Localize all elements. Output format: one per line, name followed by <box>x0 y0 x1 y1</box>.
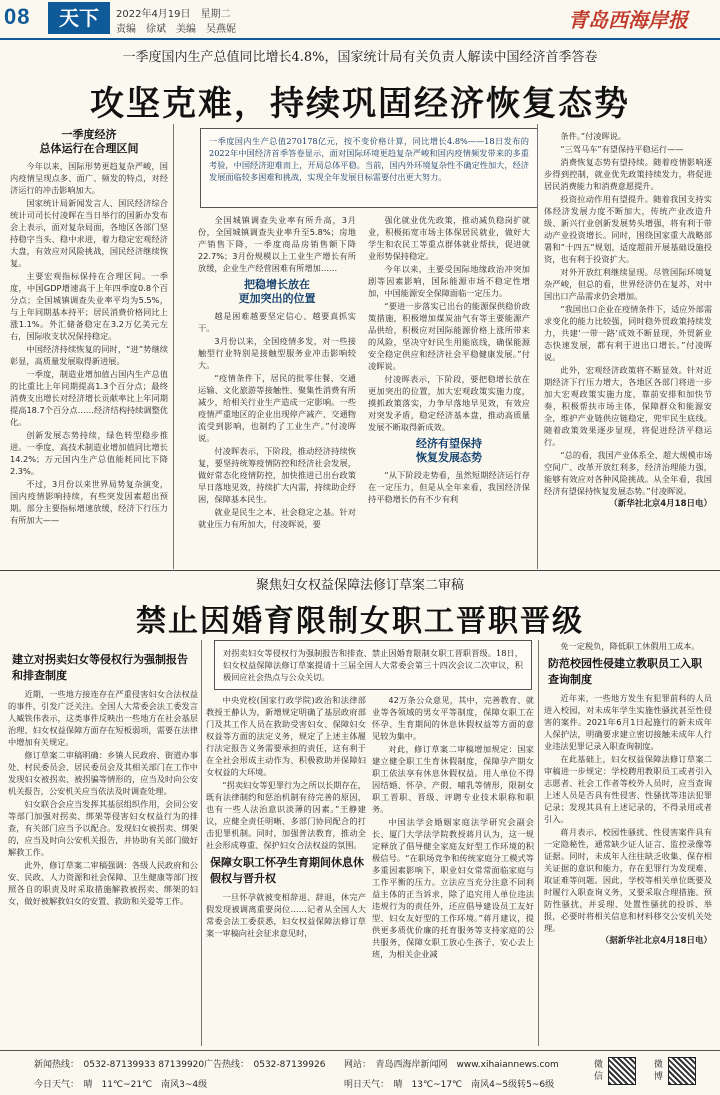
article2-column-4 <box>544 640 712 1046</box>
paragraph: 近年来，一些地方发生有犯罪前科的人员进入校园，对未成年学生实施性骚扰甚至性侵害的案件。2021年6月1日起施行的新未成年人保护法，明确要求建立密切接触未成年人行业违法犯罪记录入职查询制度。 <box>544 693 712 751</box>
paragraph: “总的看，我国产业体系全、超大规模市场空间广、改革开放红利多，经济治理能力强，能够有效应对各种风险挑战。从全年看，我国经济有望保持恢复发展态势。”付凌晖说。 <box>544 450 712 496</box>
paragraph: 全国城镇调查失业率有所升高，3月份，全国城镇调查失业率升至5.8%；房地产销售下降，一季度商品房销售额下降22.7%；3月份规模以上工业生产增长有所放缓，企业生产经营困难有所增加…… <box>198 215 356 273</box>
paragraph: “三驾马车”有望保持平稳运行—— <box>560 144 684 154</box>
paragraph: 今年以来，主要受国际地缘政治冲突加剧等因素影响，国际能源市场不稳定性增加，中国能源安全保障面临一定压力。 <box>368 264 530 298</box>
article1-summary-box <box>200 128 538 208</box>
paragraph: 此外，修订草案二审稿强调：各级人民政府和公安、民政、人力资源和社会保障、卫生健康等部门按照各自的职责及时采取措施解救被拐卖、绑架的妇女，做好被解救妇女的安置、救助和关爱等工作。 <box>8 860 198 906</box>
article2-col4-body <box>544 640 712 652</box>
article-divider <box>0 570 720 571</box>
column-divider <box>201 640 202 1046</box>
article1-summary: 一季度国内生产总值270178亿元，按不变价格计算，同比增长4.8%——18日发布的2022年中国经济首季答卷显示，面对国际环境更趋复杂严峻和国内疫情频发带来的多重考验，中国经济迎难而上，开局总体平稳。当前，国内外环境复杂性不确定性加大，经济发展面临较多困难和挑战，实现全年发展目标需要付出更大努力。 <box>209 136 529 182</box>
article2-column-1 <box>8 648 198 1046</box>
wechat-label: 微信 <box>594 1060 604 1082</box>
article1-col3b-body <box>368 469 530 505</box>
paragraph: “从下阶段走势看，虽然短期经济运行存在一定压力，但是从全年来看，我国经济保持平稳增长仍有不少有利 <box>368 470 530 504</box>
article1-col2-body <box>198 214 356 274</box>
article1-source: （新华社北京4月18日电） <box>609 499 712 509</box>
article2-col3-body <box>372 694 534 960</box>
article1-col4-body <box>544 130 712 497</box>
tomorrow-weather: 明日天气： 晴 13℃~17℃ 南风4~5级转5~6级 <box>344 1080 555 1090</box>
paragraph: 3月份以来，全国疫情多发，对一些接触型行业特别是接触型服务业冲击影响较大。 <box>198 336 356 370</box>
website: 网站： 青岛西海岸新闻网 www.xihaiannews.com <box>344 1060 559 1070</box>
article2-col2-body <box>206 694 366 851</box>
article2-subhead-2: 保障女职工怀孕生育期间休息休假权与晋升权 <box>210 856 364 885</box>
article1-column-4 <box>544 130 712 562</box>
paragraph: 免一定税负，降低职工休假用工成本。 <box>560 641 700 651</box>
paragraph: 一旦怀孕就被变相辞退、辞退，休完产假发现被调离重要岗位……记者从全国人大常委会法工委获悉，妇女权益保障法修订草案一审稿向社会征求意见时， <box>206 892 366 938</box>
newspaper-logo: 青岛西海岸报 <box>568 8 688 32</box>
paragraph: 不过，3月份以来世界局势复杂演变，国内疫情影响持续，有些突发因素超出预期。部分主要指标增速放缓，经济下行压力有所加大—— <box>10 479 168 525</box>
article1-kicker: 一季度国内生产总值同比增长4.8%，国家统计局有关负责人解读中国经济首季答卷 <box>122 50 598 65</box>
paragraph: 在此基础上，妇女权益保障法修订草案二审稿进一步规定：学校聘用教职员工或者引入志愿者、社会工作者等校外人员时，应当查询上述人员是否具有性侵害、性骚扰等违法犯罪记录；发现其具有上述记录的，不得录用或者引入。 <box>544 754 712 824</box>
paragraph: 投资拉动作用有望提升。随着我国支持实体经济发展力度不断加大，传统产业改造升级、新兴行业创新发展势头增强，将有利于带动产业投资增长。同时，围绕国家重大战略部署和“十四五”规划，适度超前开展基础设施投资，也有利于投资扩大。 <box>544 194 712 264</box>
article1-col1-body <box>10 160 168 526</box>
paragraph: 付凌晖表示，下阶段，推动经济持续恢复，要坚持统筹疫情防控和经济社会发展，做好常态化疫情防控，加快推进已出台政策早日落地见效，持续扩大内需，持续助企纾困，保障基本民生。 <box>198 446 356 504</box>
article2-headline: 禁止因婚育限制女职工晋职晋级 <box>136 604 584 639</box>
header-divider <box>0 38 720 40</box>
paragraph: 妇女联合会应当发挥其基层组织作用，会同公安等部门加强对拐卖、绑架等侵害妇女权益行为的排查，有关部门应当予以配合。发现妇女被拐卖、绑架的，应当及时向公安机关报告，并协助有关部门做好解救工作。 <box>8 799 198 857</box>
paragraph: 就业是民生之本、社会稳定之基。针对就业压力有所加大，付凌晖说，要 <box>198 507 356 529</box>
paragraph: 主要宏观指标保持在合理区间。一季度，中国GDP增速高于上年四季度0.8个百分点；全国城镇调查失业率平均为5.5%，与上年同期基本持平；居民消费价格同比上涨1.1%。外汇储备稳定在3.2万亿美元左右，国际收支状况保持稳定。 <box>10 271 168 341</box>
paragraph: 中国经济持续恢复的同时，“进”势继续彰显，高质量发展取得新进展。 <box>10 344 168 366</box>
article2-summary-box <box>214 640 532 690</box>
page-number: 08 <box>4 4 31 29</box>
article2-col4b-body <box>544 692 712 934</box>
article2-subhead-1: 建立对拐卖妇女等侵权行为强制报告和排查制度 <box>12 653 188 682</box>
article2-kicker: 聚焦妇女权益保障法修订草案二审稿 <box>255 578 464 593</box>
column-divider <box>537 124 538 569</box>
paragraph: “我国出口企业在疫情条件下，适应外部需求变化的能力比较强，同时稳外贸政策持续发力，共建‘一带一路’成效不断显现，外贸新业态快速发展，都有利于进出口增长。”付凌晖说。 <box>544 304 712 362</box>
article2-summary: 对拐卖妇女等侵权行为强制报告和排查、禁止因婚育限制女职工晋职晋级。18日，妇女权益保障法修订草案提请十三届全国人大常委会第三十四次会议二次审议，积极回应社会热点与公众关切。 <box>223 648 523 682</box>
paragraph: 蒋月表示，校园性骚扰、性侵害案件具有一定隐秘性，通常缺少证人证言、监控录像等证据。同时，未成年人往往缺乏收集、保存相关证据的意识和能力，存在犯罪行为发现难、取证难等问题。因此，学校等相关单位既要及时履行入职查询义务，又要采取合理措施、预防性骚扰，并妥理、处置性骚扰的投诉、举报，必要时将相关信息和材料移交公安机关处理。 <box>544 827 712 933</box>
column-divider <box>173 124 174 569</box>
paragraph: 中国法学会婚姻家庭法学研究会副会长、厦门大学法学院教授蒋月认为，这一规定释放了倡导健全家庭友好型工作环境的积极信号。“在职场竞争和传统家庭分工模式等多重因素影响下，职业妇女常常面临家庭与工作平衡的压力。立法应当充分注意不同利益主体的正当诉求，除了追究用人单位违法违规行为的责任外，还应倡导建设员工友好型、妇女友好型的工作环境。”蒋月建议，提供更多质优价廉的托育服务等支持家庭的公共服务，保障女职工放心生孩子、安心去上班，为相关企业减 <box>372 817 534 959</box>
page-footer <box>0 1050 720 1095</box>
article1-column-3 <box>368 214 530 569</box>
paragraph: 越是困难越要坚定信心、越要真抓实干。 <box>198 311 356 333</box>
article2-column-3 <box>372 694 534 1046</box>
weibo-label: 微博 <box>654 1060 664 1082</box>
page-header <box>0 0 720 40</box>
article1-column-1 <box>10 124 168 569</box>
weibo-qr-icon <box>668 1057 696 1085</box>
paragraph: “要进一步落实已出台的能源保供稳价政策措施，积极增加煤炭油气有等主要能源产品供给，积极应对国际能源价格上涨所带来的风险，坚决守好民生用能底线，确保能源安全稳定供应和经济社会平稳健康发展。”付凌晖说。 <box>368 301 530 371</box>
paragraph: 对外开放红利继续显现。尽管国际环境复杂严峻，但总的看，世界经济仍在复苏，对中国出口产品需求仍会增加。 <box>544 267 712 301</box>
paragraph: “疫情条件下，居民的批零住餐、交通运输、文化旅游等接触性、聚集性消费有所减少，给相关行业生产造成一定影响。一些疫情严重地区的企业出现停产减产、交通物流受到影响，也制约了工业生产。”付凌晖说。 <box>198 373 356 443</box>
paragraph: 42万条公众意见，其中，完善教育、就业等各领域的男女平等制度，保障女职工在怀孕、生育期间的休息休假权益等方面的意见较为集中。 <box>372 695 534 741</box>
paragraph: 此外，宏观经济政策将不断显效。针对近期经济下行压力增大，各地区各部门将进一步加大宏观政策实施力度，靠前安排和加快节奏，积极帮扶市场主体，保障群众和能源安全，维护产业链供应链稳定，兜牢民生底线。随着政策效果逐步显现，将促进经济平稳运行。 <box>544 365 712 447</box>
ad-hotline: 广告热线： 0532-87139926 <box>204 1060 326 1070</box>
paragraph: 条件。”付凌晖说。 <box>560 131 627 141</box>
paragraph: 付凌晖表示，下阶段，要把稳增长放在更加突出的位置，加大宏观政策实施力度，摸抓政策落实，力争早落地早见效，有效应对突发矛盾，稳定经济基本盘，推动高质量发展不断取得新成效。 <box>368 374 530 432</box>
article2-source: （据新华社北京4月18日电） <box>600 936 712 946</box>
article2-subhead-4: 防范校园性侵建立教职员工入职查询制度 <box>548 657 702 686</box>
paragraph: 消费恢复态势有望持续。随着疫情影响逐步得到控制，就业优先政策持续发力，将促进居民消费能力和消费意愿提升。 <box>544 157 712 191</box>
article1-subhead-3: 经济有望保持 恢复发展态势 <box>416 437 482 464</box>
issue-date: 2022年4月19日 星期二 <box>116 9 231 20</box>
article1-col2b-body <box>198 310 356 530</box>
news-hotline: 新闻热线： 0532-87139933 87139920 <box>34 1060 205 1070</box>
editor-credits: 责编 徐斌 美编 吴燕妮 <box>116 24 236 35</box>
paragraph: 中央党校(国家行政学院)政治和法律部教授王静认为，新增规定明确了基层政府部门及其工作人员在救助受害妇女、保障妇女权益等方面的法定义务，规定了上述主体履行法定报告义务需要承担的责任，这有利于在全社会形成主动作为、积极救助并保障妇女权益的大环境。 <box>206 695 366 777</box>
article1-column-2 <box>198 214 356 569</box>
article2-col1-body <box>8 688 198 907</box>
article2-col2b-body <box>206 891 366 939</box>
column-divider <box>538 640 539 1046</box>
article1-subhead-1: 一季度经济 总体运行在合理区间 <box>39 128 139 155</box>
article1-headline: 攻坚克难，持续巩固经济恢复态势 <box>90 84 630 124</box>
paragraph: 修订草案二审稿明确：乡镇人民政府、街道办事处、村民委员会、居民委员会及其相关部门在工作中发现妇女被拐卖、被拐骗等情形的，应当及时向公安机关报告，公安机关应当依法及时调查处理。 <box>8 750 198 796</box>
paragraph: “拐卖妇女等犯罪行为之所以长期存在，既有法律制约和惩治机制有待完善的原因，也有一些人法治意识淡薄的因素。”王静建议，应健全责任明晰、多部门协同配合的打击犯罪机制。同时，加强普法教育，推动全社会形成尊重、保护妇女合法权益的氛围。 <box>206 780 366 850</box>
paragraph: 近期，一些地方接连存在严重侵害妇女合法权益的事件，引发广泛关注。全国人大常委会法工委发言人臧铁伟表示，这类事件反映出一些地方在社会基层治理、妇女权益保障方面存在短板弱项，需要在法律中增加有关规定。 <box>8 689 198 747</box>
article1-col3-body <box>368 214 530 433</box>
article1-subhead-2: 把稳增长放在 更加突出的位置 <box>238 278 316 305</box>
paragraph: 创新发展态势持续，绿色转型稳步推进。一季度，高技术制造业增加值同比增长14.2%；万元国内生产总值能耗同比下降2.3%。 <box>10 430 168 476</box>
wechat-qr-icon <box>608 1057 636 1085</box>
paragraph: 强化就业优先政策，推动减负稳岗扩就业，积极拓宽市场主体保居民就业，做好大学生和农民工等重点群体就业帮扶，促进就业形势保持稳定。 <box>368 215 530 261</box>
article2-column-2 <box>206 694 366 1046</box>
paragraph: 一季度，制造业增加值占国内生产总值的比重比上年同期提高1.3个百分点；最终消费支出增长对经济增长贡献率比上年同期提高18.7个百分点……经济结构持续调整优化。 <box>10 369 168 427</box>
paragraph: 国家统计局新闻发言人、国民经济综合统计司司长付凌晖在当日举行的国新办发布会上表示，面对复杂局面，各地区各部门坚持稳字当头、稳中求进，着力稳定宏观经济大盘，有效应对风险挑战，国民经济继续恢复。 <box>10 198 168 268</box>
paragraph: 今年以来，国际形势更趋复杂严峻，国内疫情呈现点多、面广、频发的特点，对经济运行的冲击影响加大。 <box>10 161 168 195</box>
today-weather: 今日天气： 晴 11℃~21℃ 南风3~4级 <box>34 1080 208 1090</box>
section-title: 天下 <box>48 2 110 34</box>
paragraph: 对此，修订草案二审稿增加规定：国家建立健全职工生育休假制度，保障孕产期女职工依法享有休息休假权益。用人单位不得因结婚、怀孕、产假、哺乳等情形，限制女职工晋职、晋级、评聘专业技术职称和职务。 <box>372 744 534 814</box>
